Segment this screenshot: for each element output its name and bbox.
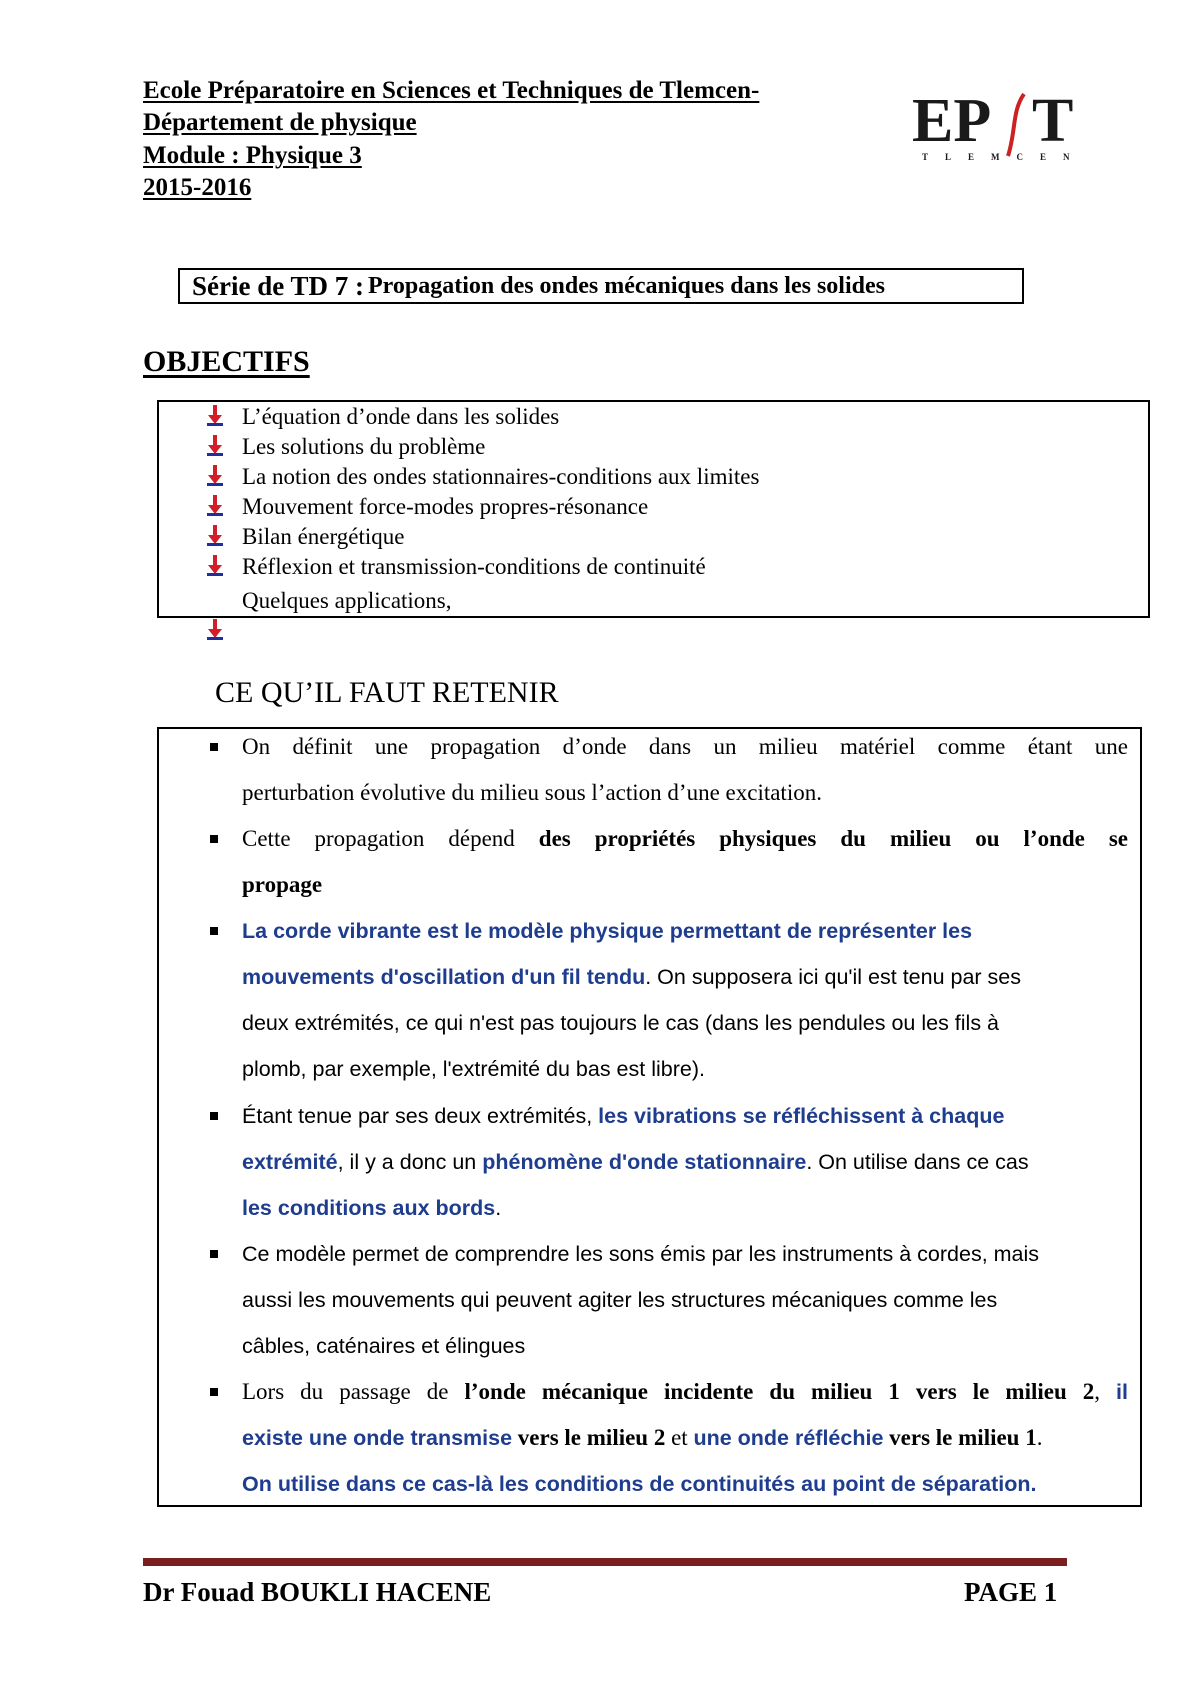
p6-bold: vers le milieu 1 — [889, 1425, 1037, 1450]
p4-emphasis: les conditions aux bords — [242, 1196, 496, 1220]
arrow-down-icon — [205, 553, 225, 577]
p6-line1 — [242, 1377, 1128, 1407]
arrow-down-icon — [205, 523, 225, 547]
svg-text:EP: EP — [912, 87, 992, 155]
p4-emphasis: extrémité — [242, 1150, 338, 1174]
svg-text:T: T — [1032, 87, 1074, 155]
p5-line2: aussi les mouvements qui peuvent agiter les structures mécaniques comme les — [242, 1288, 998, 1312]
department-name: Département de physique — [143, 109, 417, 136]
p1-line2: perturbation évolutive du milieu sous l’action d’une excitation. — [242, 780, 822, 805]
p3-line4: plomb, par exemple, l'extrémité du bas est libre). — [242, 1057, 705, 1081]
p3-line3: deux extrémités, ce qui n'est pas toujours le cas (dans les pendules ou les fils à — [242, 1011, 1000, 1035]
bullet-marker — [210, 835, 218, 843]
arrow-down-icon — [205, 617, 225, 641]
arrow-down-icon — [205, 493, 225, 517]
objective-item: Réflexion et transmission-conditions de continuité — [242, 554, 706, 579]
p6-text: et — [671, 1425, 688, 1450]
footer-author: Dr Fouad BOUKLI HACENE — [143, 1577, 492, 1607]
epst-logo — [912, 86, 1112, 166]
p6-emphasis: une onde réfléchie — [693, 1426, 884, 1450]
p4-line2 — [242, 1147, 1128, 1177]
p2-bold: des propriétés physiques du milieu ou l’onde se — [538, 826, 1129, 851]
epst-logo-graphic — [912, 86, 1112, 166]
objectifs-heading: OBJECTIFS — [143, 345, 310, 378]
school-name: Ecole Préparatoire en Sciences et Techniques de Tlemcen- — [143, 77, 760, 104]
p6-bold: l’onde mécanique incidente du milieu 1 vers le milieu 2 — [464, 1379, 1095, 1404]
td-title-main: Propagation des ondes mécaniques dans les solides — [367, 272, 885, 299]
p4-line3 — [242, 1193, 1128, 1223]
p2-text: Cette propagation dépend — [242, 826, 515, 851]
p6-line3: On utilise dans ce cas-là les conditions de continuités au point de séparation. — [242, 1472, 1037, 1496]
p4-text: Étant tenue par ses deux extrémités, — [242, 1104, 593, 1128]
objective-item: Quelques applications, — [242, 588, 452, 613]
bullet-marker — [210, 1250, 218, 1258]
arrow-down-icon — [205, 403, 225, 427]
p5-line1: Ce modèle permet de comprendre les sons émis par les instruments à cordes, mais — [242, 1242, 1040, 1266]
arrow-down-icon — [205, 463, 225, 487]
bullet-marker — [210, 927, 218, 935]
p3-line2 — [242, 962, 1128, 992]
p1-line1: On définit une propagation d’onde dans un milieu matériel comme étant une — [242, 734, 1128, 759]
p5-line3: câbles, caténaires et élingues — [242, 1334, 526, 1358]
p6-text: Lors du passage de — [242, 1379, 449, 1404]
objective-item: La notion des ondes stationnaires-conditions aux limites — [242, 464, 760, 489]
bullet-marker — [210, 743, 218, 751]
p4-text: . On utilise dans ce cas — [806, 1150, 1029, 1174]
academic-year: 2015-2016 — [143, 174, 252, 201]
p6-emphasis: il — [1116, 1380, 1128, 1404]
p4-text: , il y a donc un — [337, 1150, 477, 1174]
svg-text:TLEMCEN: TLEMCEN — [922, 152, 1087, 162]
p6-text: . — [1036, 1425, 1043, 1450]
p3-emphasis: mouvements d'oscillation d'un fil tendu — [242, 965, 646, 989]
retenir-heading: CE QU’IL FAUT RETENIR — [215, 676, 559, 709]
td-title-prefix: Série de TD 7 : — [192, 270, 364, 301]
objective-item: Mouvement force-modes propres-résonance — [242, 494, 649, 519]
objective-item: Les solutions du problème — [242, 434, 486, 459]
p6-bold: vers le milieu 2 — [517, 1425, 666, 1450]
td-title-box — [178, 268, 1024, 304]
p2-line2: propage — [242, 872, 323, 897]
module-name: Module : Physique 3 — [143, 142, 362, 169]
p4-line1 — [242, 1101, 1128, 1131]
objective-item: Bilan énergétique — [242, 524, 405, 549]
p6-line2 — [242, 1423, 1128, 1453]
p4-text: . — [495, 1196, 502, 1220]
p3-line1: La corde vibrante est le modèle physique permettant de représenter les — [242, 919, 973, 943]
p6-text: , — [1094, 1379, 1101, 1404]
arrow-down-icon — [205, 433, 225, 457]
p3-text: . On supposera ici qu'il est tenu par ses — [645, 965, 1022, 989]
p6-emphasis: existe une onde transmise — [242, 1426, 513, 1450]
footer-divider — [143, 1558, 1067, 1566]
bullet-marker — [210, 1112, 218, 1120]
p2-line1 — [242, 824, 1128, 854]
p4-emphasis: les vibrations se réfléchissent à chaque — [598, 1104, 1005, 1128]
p4-emphasis: phénomène d'onde stationnaire — [482, 1150, 807, 1174]
bullet-marker — [210, 1388, 218, 1396]
page-number: PAGE 1 — [964, 1577, 1058, 1607]
objective-item: L’équation d’onde dans les solides — [242, 404, 560, 429]
